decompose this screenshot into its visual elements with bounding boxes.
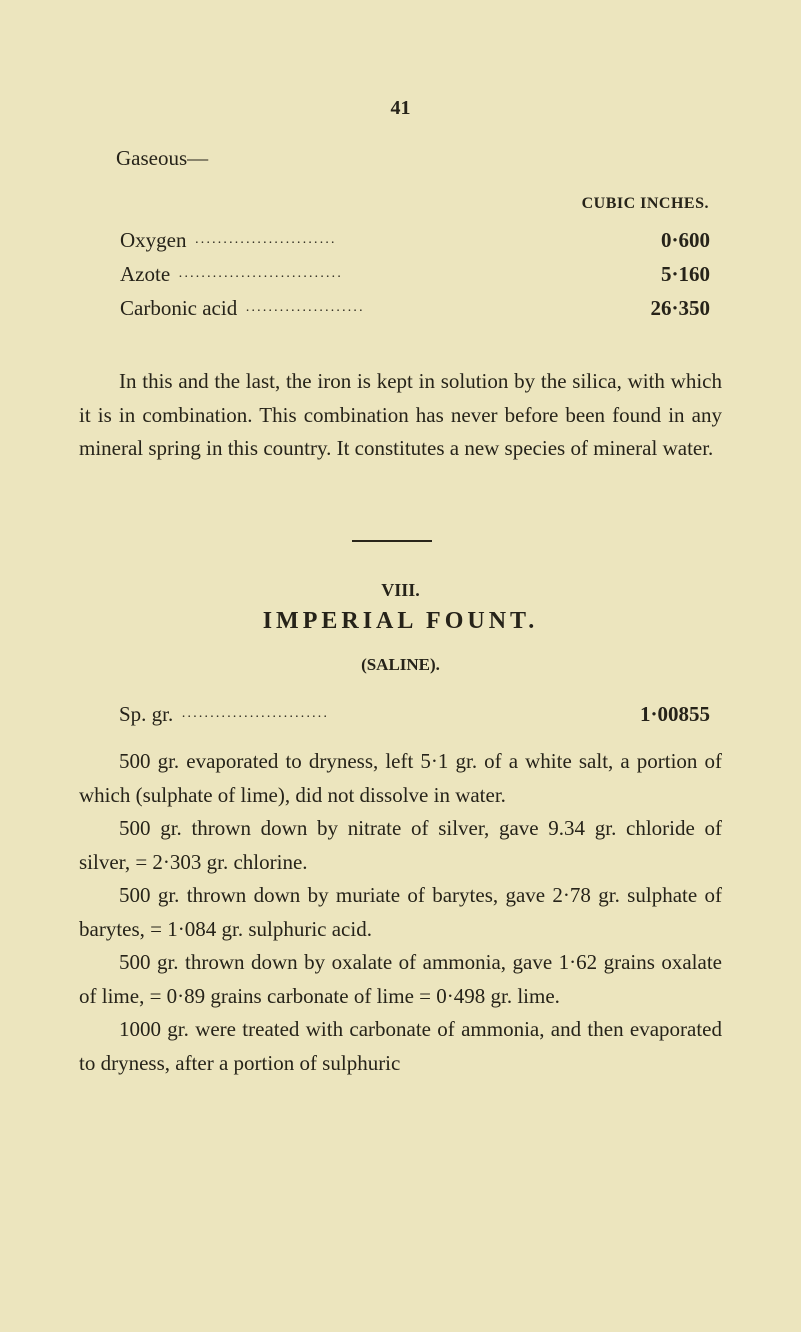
gas-value: 5·160	[660, 262, 710, 286]
specific-gravity-row	[119, 702, 710, 727]
leader-dots: ·····················	[245, 304, 365, 319]
gas-row-azote	[120, 262, 710, 292]
paragraph-silica	[79, 365, 722, 466]
paragraph-lime: 500 gr. thrown down by oxalate of ammonia, gave 1·62 grains oxalate of lime, = 0·89 grains carbonate of lime = 0·498 gr. lime.	[79, 950, 722, 1008]
gas-value: 0·600	[660, 228, 710, 252]
specific-gravity-value: 1·00855	[639, 702, 710, 726]
section-title: IMPERIAL FOUNT.	[262, 608, 539, 634]
analysis-paragraphs	[79, 745, 722, 1080]
gas-row-oxygen	[120, 228, 710, 258]
section-subtitle: (SALINE).	[361, 655, 440, 674]
gas-name: Carbonic acid	[120, 296, 238, 320]
page-number: 41	[390, 97, 411, 119]
column-header: CUBIC INCHES.	[581, 195, 709, 212]
leader-dots: ··························	[181, 710, 329, 725]
specific-gravity-label: Sp. gr.	[119, 702, 174, 726]
gas-name: Azote	[120, 262, 171, 286]
paragraph-chlorine: 500 gr. thrown down by nitrate of silver, gave 9.34 gr. chloride of silver, = 2·303 gr. chlorine.	[79, 816, 722, 874]
leader-dots: ·····························	[178, 270, 343, 285]
section-divider	[352, 540, 432, 542]
section-numeral: VIII.	[381, 580, 420, 600]
gas-name: Oxygen	[120, 228, 187, 252]
gaseous-label: Gaseous—	[116, 146, 209, 170]
gas-value: 26·350	[650, 296, 710, 320]
paragraph-sulphuric-acid: 500 gr. thrown down by muriate of barytes, gave 2·78 gr. sulphate of barytes, = 1·084 gr. sulphuric acid.	[79, 883, 722, 941]
paragraph-evaporation: 500 gr. evaporated to dryness, left 5·1 gr. of a white salt, a portion of which (sulphate of lime), did not dissolve in water.	[79, 749, 722, 807]
paragraph-text: In this and the last, the iron is kept in solution by the silica, with which it is in combination. This combination has never before been found in any mineral spring in this country. It constitutes a new species of mineral water.	[79, 369, 722, 460]
leader-dots: ·························	[194, 236, 337, 251]
paragraph-ammonia: 1000 gr. were treated with carbonate of ammonia, and then evaporated to dryness, after a portion of sulphuric	[79, 1017, 722, 1075]
gas-row-carbonic-acid	[120, 296, 710, 326]
